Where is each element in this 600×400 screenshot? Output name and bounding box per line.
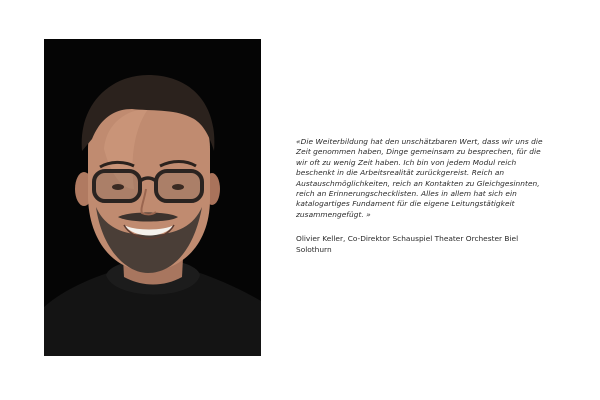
- testimonial-block: [296, 137, 546, 255]
- portrait-photo: [44, 39, 261, 356]
- testimonial-attribution: Olivier Keller, Co-Direktor Schauspiel Theater Orchester Biel Solothurn: [296, 234, 519, 254]
- testimonial-quote: «Die Weiterbildung hat den unschätzbaren Wert, dass wir uns die Zeit genommen haben, Dinge gemeinsam zu besprechen, für die wir oft zu wenig Zeit haben. Ich bin von jedem Modul reich beschenkt in die Arbeitsrealität zurückgereist. Reich an Austauschmöglichkeiten, reich an Kontakten zu Gleichgesinnten, reich an Erinnerungschecklisten. Alles in allem hat sich ein katalogartiges Fundament für die eigene Leitungstätigkeit zusammengefügt. »: [296, 137, 543, 219]
